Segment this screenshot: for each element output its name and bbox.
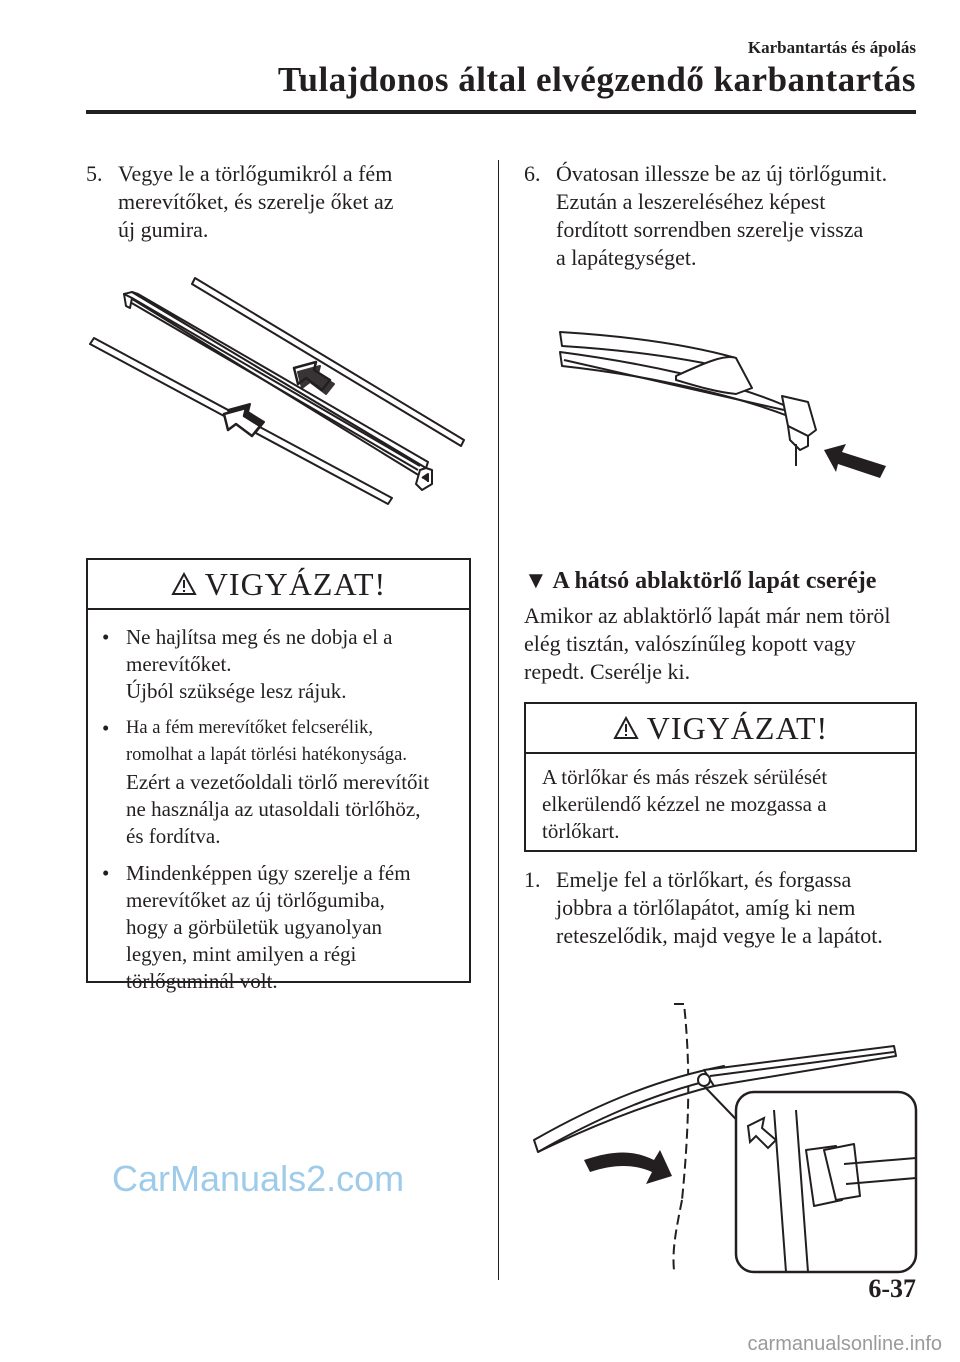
- triangle-marker-icon: ▼: [524, 568, 548, 594]
- step-text-line: Óvatosan illessze be az új törlőgumit.: [556, 161, 888, 186]
- bullet-line: hogy a görbületük ugyanolyan: [126, 915, 383, 939]
- caution-line: A törlőkar és más részek sérülését: [542, 765, 828, 789]
- bullet-line: Ezért a vezetőoldali törlő merevítőit: [126, 770, 430, 794]
- caution-box: [86, 558, 471, 993]
- step-5: [86, 160, 486, 244]
- column-divider: [498, 160, 499, 1280]
- step-text-line: merevítőket, és szerelje őket az: [118, 189, 394, 214]
- insert-direction-arrow: [824, 444, 886, 478]
- caution-title: VIGYÁZAT!: [204, 565, 387, 602]
- section-label: Karbantartás és ápolás: [747, 38, 916, 57]
- caution-header: [88, 560, 469, 610]
- bullet-line: Újból szüksége lesz rájuk.: [126, 679, 347, 703]
- step-text-line: Vegye le a törlőgumikról a fém: [118, 161, 393, 186]
- header-rule: [86, 110, 916, 114]
- warning-triangle-icon: [171, 572, 197, 596]
- bullet-line: merevítőket az új törlőgumiba,: [126, 888, 385, 912]
- step-6: [524, 160, 924, 272]
- step-text-line: a lapátegységet.: [556, 245, 697, 270]
- rotate-direction-arrow: [584, 1150, 672, 1184]
- bullet-line: legyen, mint amilyen a régi: [126, 942, 357, 966]
- paragraph-line: elég tisztán, valószínűleg kopott vagy: [524, 631, 856, 656]
- wiper-blade-insert-illustration: [556, 318, 896, 488]
- bullet-dot: •: [102, 861, 110, 885]
- step-text-line: Ezután a leszereléséhez képest: [556, 189, 826, 214]
- step-text-line: reteszelődik, majd vegye le a lapátot.: [556, 923, 883, 948]
- bullet-line: Mindenképpen úgy szerelje a fém: [126, 861, 411, 885]
- caution-bullet: [88, 715, 457, 850]
- caution-bullet: [88, 624, 457, 705]
- chapter-title: Tulajdonos által elvégzendő karbantartás: [277, 60, 916, 99]
- step-text-line: fordított sorrendben szerelje vissza: [556, 217, 864, 242]
- step-number: 1.: [524, 867, 541, 892]
- paragraph-line: repedt. Cserélje ki.: [524, 659, 691, 684]
- bullet-line: romolhat a lapát törlési hatékonysága.: [126, 745, 408, 765]
- section-heading: [524, 568, 876, 595]
- warning-triangle-icon: [613, 716, 639, 740]
- step-number: 6.: [524, 161, 541, 186]
- bullet-line: Ha a fém merevítőket felcserélik,: [126, 718, 374, 738]
- step-text-line: új gumira.: [118, 217, 209, 242]
- heading-text: A hátsó ablaktörlő lapát cseréje: [552, 568, 877, 594]
- page-number: 6-37: [868, 1274, 916, 1303]
- bullet-line: és fordítva.: [126, 824, 221, 848]
- caution-line: törlőkart.: [542, 819, 620, 843]
- caution-body: [88, 610, 469, 995]
- caution-line: elkerülendő kézzel ne mozgassa a: [542, 792, 827, 816]
- paragraph-line: Amikor az ablaktörlő lapát már nem töröl: [524, 603, 891, 628]
- rear-wiper-removal-illustration: [524, 1000, 924, 1280]
- caution-header: [526, 704, 915, 754]
- watermark-logo: CarManuals2.com: [112, 1158, 405, 1199]
- bullet-line: merevítőket.: [126, 652, 232, 676]
- caution-bullet: [88, 860, 457, 995]
- bullet-line: Ne hajlítsa meg és ne dobja el a: [126, 625, 393, 649]
- step-text-line: Emelje fel a törlőkart, és forgassa: [556, 867, 852, 892]
- wiper-rubber-stiffeners-illustration: [84, 272, 474, 524]
- step-1: [524, 866, 924, 950]
- bullet-dot: •: [102, 716, 110, 740]
- bullet-line: ne használja az utasoldali törlőhöz,: [126, 797, 421, 821]
- step-text-line: jobbra a törlőlapátot, amíg ki nem: [556, 895, 856, 920]
- step-number: 5.: [86, 161, 103, 186]
- caution-title: VIGYÁZAT!: [646, 709, 829, 746]
- bullet-line: törlőguminál volt.: [126, 969, 278, 993]
- watermark-footer: carmanualsonline.info: [747, 1333, 942, 1355]
- intro-paragraph: [524, 602, 924, 686]
- caution-box: [524, 702, 917, 852]
- caution-body: [526, 754, 915, 845]
- bullet-dot: •: [102, 625, 110, 649]
